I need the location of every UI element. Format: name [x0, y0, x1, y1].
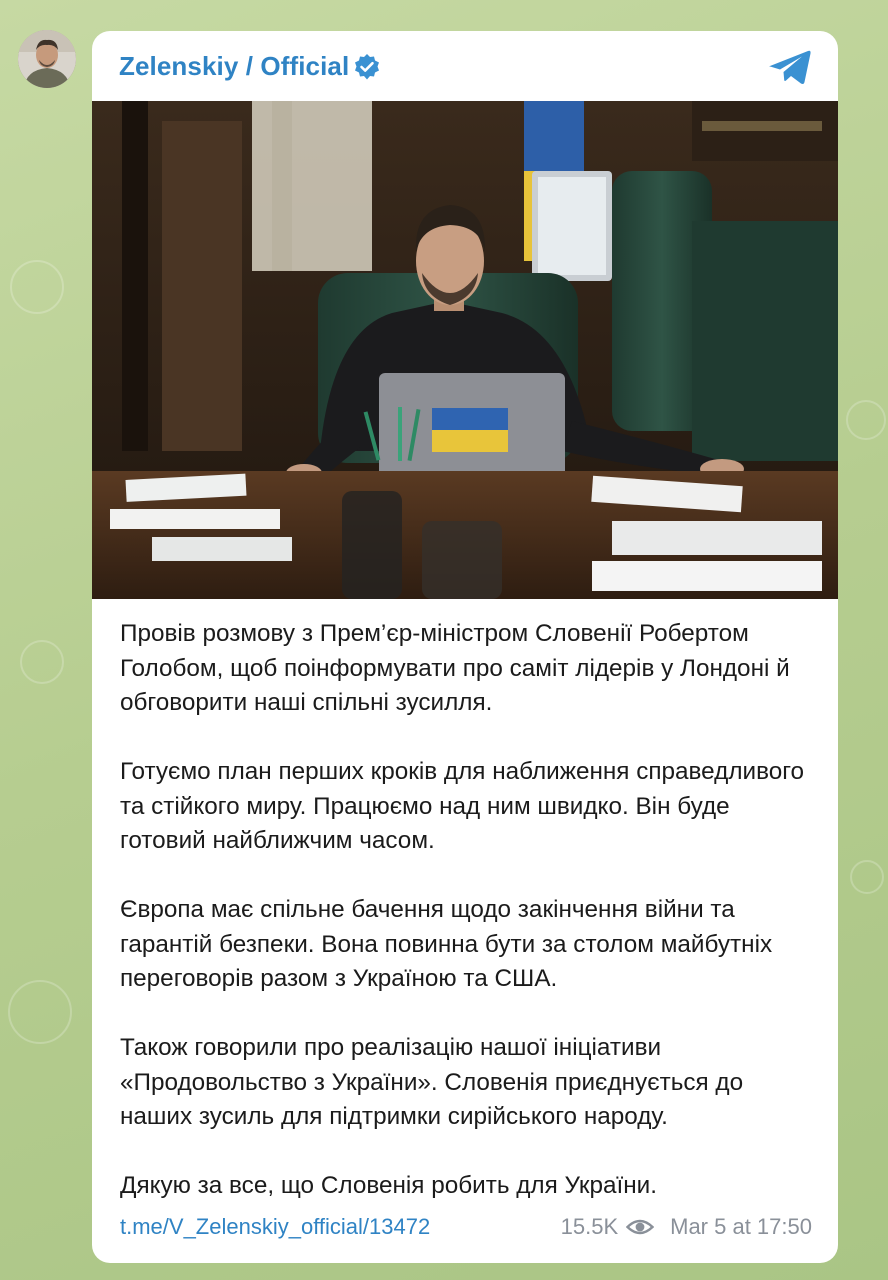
post-paragraph: Готуємо план перших кроків для наближення справедливого та стійкого миру. Працюємо над ним швидко. Він буде готовий найближчим часом.: [120, 758, 805, 854]
post-paragraph: Дякую за все, що Словенія робить для України.: [120, 1172, 657, 1199]
post-photo[interactable]: [92, 101, 838, 599]
message-timestamp: Mar 5 at 17:50: [670, 1214, 812, 1239]
post-text: [120, 617, 820, 1204]
office-photo-illustration: [92, 101, 838, 599]
post-paragraph: Також говорили про реалізацію нашої ініціативи «Продовольство з України». Словенія приєднується до наших зусиль для підтримки сирійського народу.: [120, 1034, 744, 1130]
wallpaper-doodle: [8, 980, 72, 1044]
post-link[interactable]: t.me/V_Zelenskiy_official/13472: [120, 1214, 431, 1239]
telegram-share-icon[interactable]: [768, 49, 812, 87]
wallpaper-doodle: [850, 860, 884, 894]
message-header: [92, 31, 838, 101]
view-count: 15.5K: [560, 1214, 619, 1239]
post-paragraph: Провів розмову з Прем’єр-міністром Словенії Робертом Голобом, щоб поінформувати про саміт лідерів у Лондоні й обговорити наші спільні зусилля.: [120, 620, 790, 716]
message-meta: [561, 1214, 812, 1240]
message-footer: [120, 1211, 812, 1241]
channel-avatar[interactable]: [18, 30, 76, 88]
wallpaper-doodle: [20, 640, 64, 684]
message-bubble: [92, 31, 838, 1263]
wallpaper-doodle: [846, 400, 886, 440]
wallpaper-doodle: [10, 260, 64, 314]
post-paragraph: Європа має спільне бачення щодо закінчення війни та гарантій безпеки. Вона повинна бути за столом майбутніх переговорів разом з Україною та США.: [120, 896, 773, 992]
channel-name[interactable]: Zelenskiy / Official: [119, 51, 350, 81]
verified-badge-icon: [353, 53, 381, 81]
avatar-portrait: [18, 30, 76, 88]
eye-icon: [626, 1217, 654, 1237]
